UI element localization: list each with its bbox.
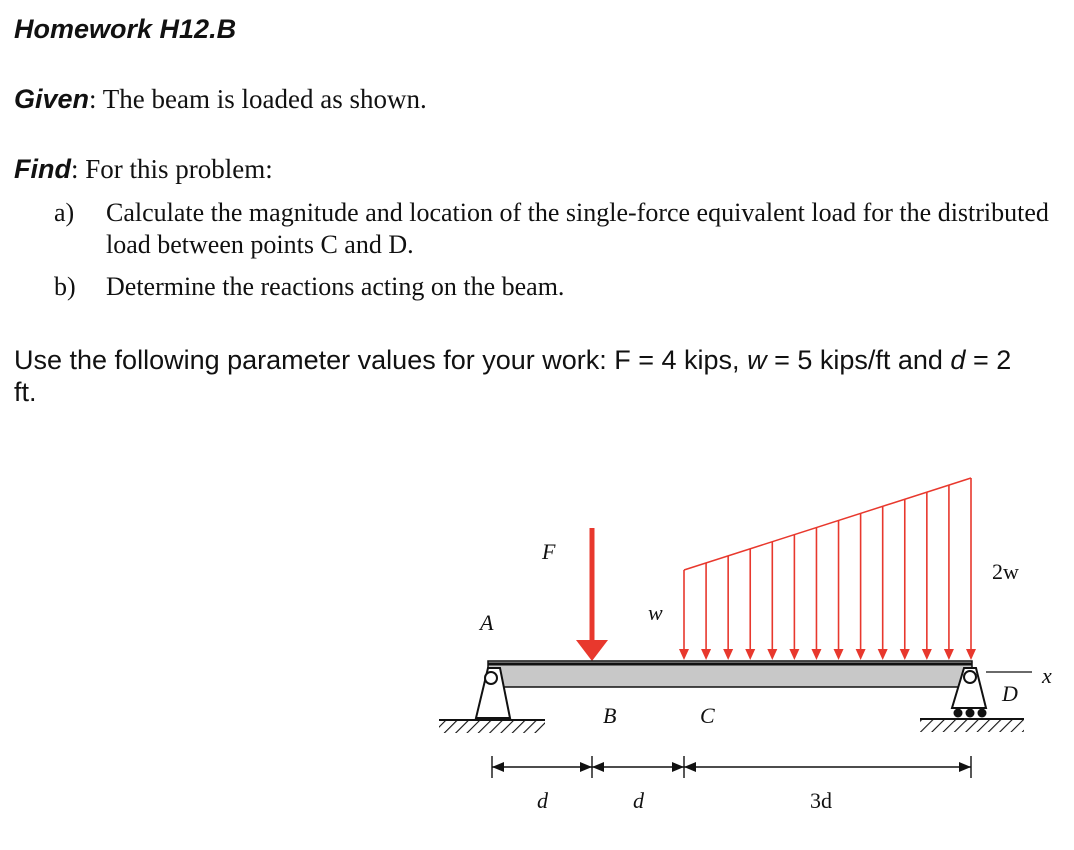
param-d-symbol: d [950,345,966,375]
distributed-load-arrow-head [679,649,689,660]
label-dim-d1: d [537,788,548,813]
distributed-load-arrow-head [856,649,866,660]
label-c: C [700,703,715,728]
label-d: D [1002,681,1018,706]
list-marker: b) [54,272,76,301]
label-f: F [542,539,556,564]
distributed-load-top-line [684,478,971,570]
list-text: Calculate the magnitude and location of the single-force equivalent load for the distributed load between points C and D. [106,198,1049,259]
distributed-load-arrow-head [900,649,910,660]
param-w-symbol: w [747,345,767,375]
distributed-load-arrow-head [834,649,844,660]
find-text: : For this problem: [70,154,273,184]
distributed-load-arrow-head [745,649,755,660]
label-a: A [480,610,494,635]
distributed-load-arrow-head [811,649,821,660]
distributed-load-arrow-head [701,649,711,660]
list-marker: a) [54,198,75,227]
distributed-load-arrow-head [922,649,932,660]
dimension-lines [492,756,971,778]
distributed-load-arrow-head [966,649,976,660]
given-label: Given [14,84,90,114]
param-prefix: Use the following parameter values for your work: F = 4 kips, [14,345,748,375]
param-line2: ft. [14,377,37,407]
label-b: B [603,703,617,728]
page-title: Homework H12.B [14,14,237,44]
param-w-value: = 5 kips/ft and [766,345,951,375]
find-label: Find [14,154,71,184]
label-x: x [1042,663,1052,688]
distributed-load-arrow-head [723,649,733,660]
label-dim-3d: 3d [810,788,832,813]
distributed-load-arrow-head [944,649,954,660]
label-w: w [648,600,663,625]
distributed-load-arrow-head [767,649,777,660]
force-f-arrow [576,528,608,661]
distributed-load-arrow-head [789,649,799,660]
param-d-value: = 2 [965,345,1012,375]
distributed-load [679,478,976,660]
beam [488,661,972,687]
distributed-load-arrow-head [878,649,888,660]
label-2w: 2w [992,559,1019,584]
given-text: : The beam is loaded as shown. [89,84,427,114]
list-text: Determine the reactions acting on the beam. [106,272,565,301]
label-dim-d2: d [633,788,644,813]
